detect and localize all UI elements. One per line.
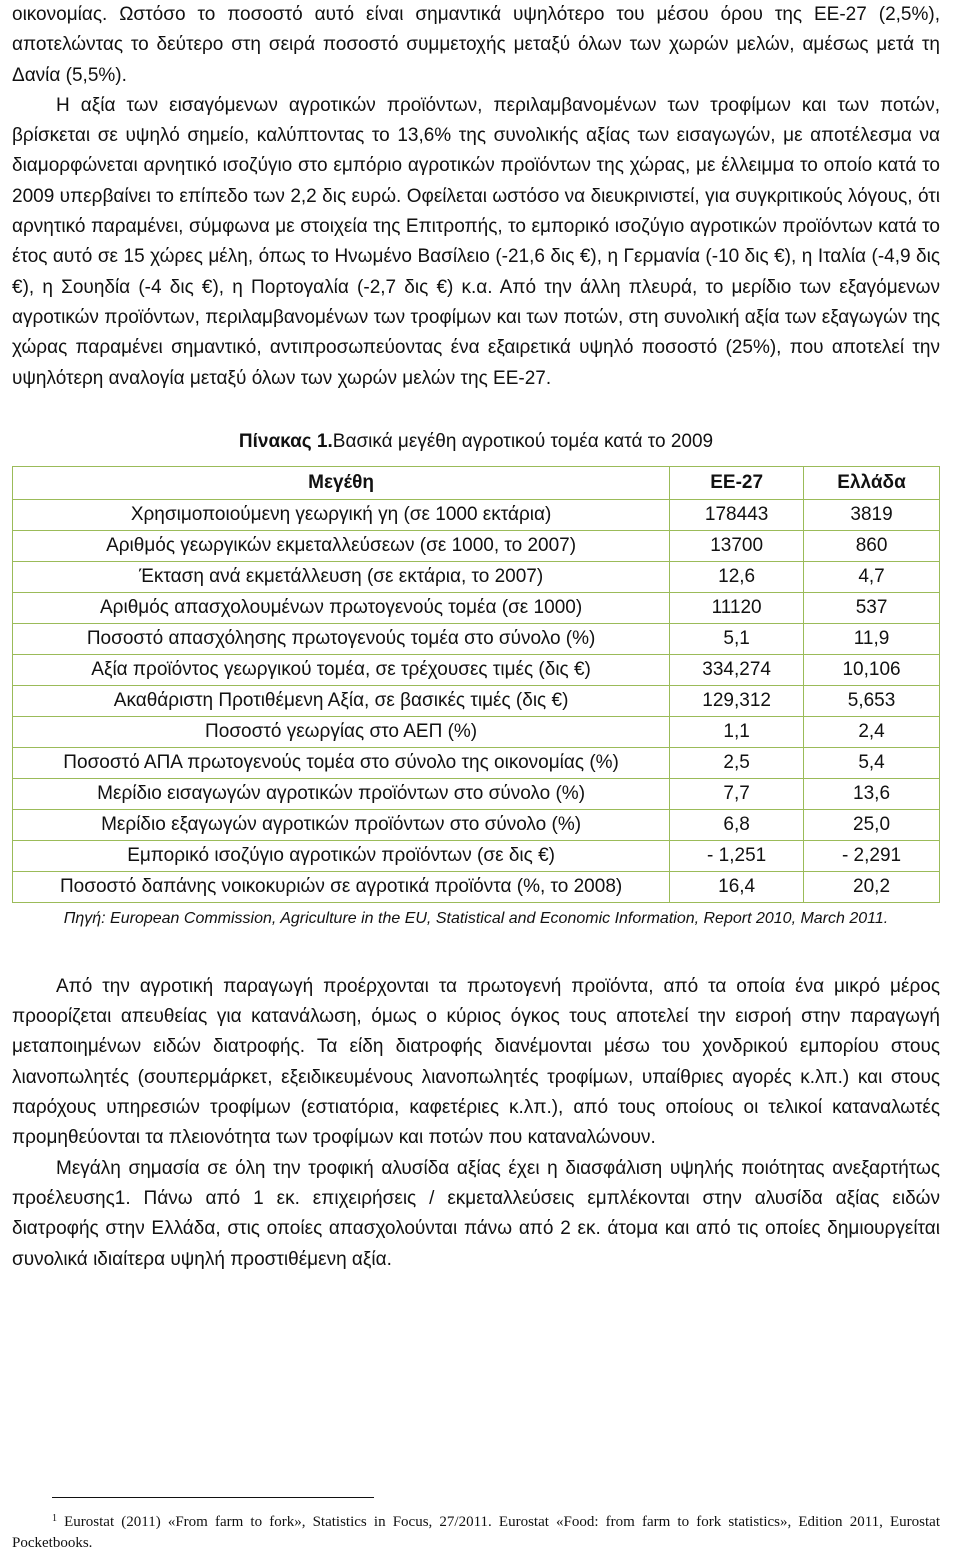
- table-source: Πηγή: European Commission, Agriculture in the EU, Statistical and Economic Information, Report 2010, March 2011.: [63, 909, 889, 927]
- paragraph-intro: οικονομίας. Ωστόσο το ποσοστό αυτό είναι σημαντικά υψηλότερο του μέσου όρου της ΕΕ-27 (2,5%), αποτελώντας το δεύτερο στη σειρά ποσοστό συμμετοχής μεταξύ όλων των χωρών μελών, αμέσως μετά τη Δανία (5,5%).: [12, 4, 940, 86]
- row-eu27-value: 2,5: [670, 747, 804, 778]
- row-label: Ακαθάριστη Προτιθέμενη Αξία, σε βασικές τιμές (δις €): [13, 685, 670, 716]
- row-label: Έκταση ανά εκμετάλλευση (σε εκτάρια, το 2007): [13, 561, 670, 592]
- agri-table: [12, 466, 940, 903]
- row-eu27-value: 12,6: [670, 561, 804, 592]
- row-greece-value: 11,9: [804, 623, 940, 654]
- table-row: [13, 592, 940, 623]
- table-caption: [12, 428, 940, 456]
- row-eu27-value: 16,4: [670, 871, 804, 902]
- row-label: Εμπορικό ισοζύγιο αγροτικών προϊόντων (σε δις €): [13, 840, 670, 871]
- row-label: Αξία προϊόντος γεωργικού τομέα, σε τρέχουσες τιμές (δις €): [13, 654, 670, 685]
- row-greece-value: 5,4: [804, 747, 940, 778]
- row-greece-value: 860: [804, 530, 940, 561]
- row-label: Ποσοστό δαπάνης νοικοκυριών σε αγροτικά προϊόντα (%, το 2008): [13, 871, 670, 902]
- row-label: Μερίδιο εισαγωγών αγροτικών προϊόντων στο σύνολο (%): [13, 778, 670, 809]
- table-row: [13, 623, 940, 654]
- table-row: [13, 499, 940, 530]
- row-greece-value: 5,653: [804, 685, 940, 716]
- row-eu27-value: - 1,251: [670, 840, 804, 871]
- table-row: [13, 716, 940, 747]
- table-row: [13, 871, 940, 902]
- row-greece-value: 10,106: [804, 654, 940, 685]
- row-eu27-value: 11120: [670, 592, 804, 623]
- row-greece-value: 537: [804, 592, 940, 623]
- header-greece: Ελλάδα: [804, 466, 940, 499]
- row-eu27-value: 1,1: [670, 716, 804, 747]
- footnote: [12, 1508, 940, 1554]
- row-greece-value: 13,6: [804, 778, 940, 809]
- row-label: Ποσοστό ΑΠΑ πρωτογενούς τομέα στο σύνολο της οικονομίας (%): [13, 747, 670, 778]
- row-eu27-value: 13700: [670, 530, 804, 561]
- row-label: Χρησιμοποιούμενη γεωργική γη (σε 1000 εκτάρια): [13, 499, 670, 530]
- row-greece-value: 25,0: [804, 809, 940, 840]
- row-eu27-value: 178443: [670, 499, 804, 530]
- header-metric: Μεγέθη: [13, 466, 670, 499]
- row-greece-value: 4,7: [804, 561, 940, 592]
- table-row: [13, 561, 940, 592]
- header-eu27: ΕΕ-27: [670, 466, 804, 499]
- row-greece-value: 20,2: [804, 871, 940, 902]
- table-caption-label: Πίνακας 1.: [238, 430, 333, 452]
- row-label: Ποσοστό απασχόλησης πρωτογενούς τομέα στο σύνολο (%): [13, 623, 670, 654]
- row-eu27-value: 5,1: [670, 623, 804, 654]
- table-header-row: [13, 466, 940, 499]
- row-greece-value: - 2,291: [804, 840, 940, 871]
- paragraph-quality: Μεγάλη σημασία σε όλη την τροφική αλυσίδα αξίας έχει η διασφάλιση υψηλής ποιότητας ανεξαρτήτως προέλευσης1. Πάνω από 1 εκ. επιχειρήσεις / εκμεταλλεύσεις εμπλέκονται στην αλυσίδα αξίας ειδών διατροφής στην Ελλάδα, στις οποίες απασχολούνται πάνω από 2 εκ. άτομα και από τις οποίες δημιουργείται συνολικά ιδιαίτερα υψηλή προστιθέμενη αξία.: [12, 1157, 940, 1270]
- table-row: [13, 530, 940, 561]
- footnote-marker: 1: [52, 1513, 57, 1524]
- table-row: [13, 840, 940, 871]
- row-eu27-value: 6,8: [670, 809, 804, 840]
- paragraph-food-chain: Από την αγροτική παραγωγή προέρχονται τα πρωτογενή προϊόντα, από τα οποία ένα μικρό μέρος προορίζεται απευθείας για κατανάλωση, όμως ο κύριος όγκος τους αποτελεί την εισροή στην παραγωγή μεταποιημένων ειδών διατροφής. Τα είδη διατροφής διανέμονται μέσω του χονδρικού εμπορίου στους λιανοπωλητές (σουπερμάρκετ, εξειδικευμένους λιανοπωλητές τροφίμων, υπαίθριες αγορές κ.λπ.) και στους παρόχους υπηρεσιών τροφίμων (εστιατόρια, καφετέριες κ.λπ.), από τους οποίους οι τελικοί καταναλωτές προμηθεύονται τα πλειονότητα των τροφίμων και ποτών που καταναλώνουν.: [12, 975, 940, 1149]
- row-greece-value: 3819: [804, 499, 940, 530]
- footnote-text: Eurostat (2011) «From farm to fork», Statistics in Focus, 27/2011. Eurostat «Food: from farm to fork statistics», Edition 2011, Eurostat Pocketbooks.: [12, 1514, 941, 1551]
- document-page: [12, 0, 940, 1275]
- row-greece-value: 2,4: [804, 716, 940, 747]
- row-label: Ποσοστό γεωργίας στο ΑΕΠ (%): [13, 716, 670, 747]
- table-row: [13, 654, 940, 685]
- row-label: Μερίδιο εξαγωγών αγροτικών προϊόντων στο σύνολο (%): [13, 809, 670, 840]
- footnote-separator: [52, 1497, 374, 1498]
- table-row: [13, 778, 940, 809]
- table-row: [13, 809, 940, 840]
- row-eu27-value: 129,312: [670, 685, 804, 716]
- row-eu27-value: 7,7: [670, 778, 804, 809]
- row-label: Αριθμός γεωργικών εκμεταλλεύσεων (σε 1000, το 2007): [13, 530, 670, 561]
- paragraph-trade-balance: Η αξία των εισαγόμενων αγροτικών προϊόντων, περιλαμβανομένων των τροφίμων και των ποτών, βρίσκεται σε υψηλό σημείο, καλύπτοντας το 13,6% της συνολικής αξίας των εισαγωγών, με αποτέλεσμα να διαμορφώνεται αρνητικό ισοζύγιο στο εμπόριο αγροτικών προϊόντων της χώρας, με έλλειμμα το οποίο κατά το 2009 υπερβαίνει το επίπεδο των 2,2 δις ευρώ. Οφείλεται ωστόσο να διευκρινιστεί, για συγκριτικούς λόγους, ότι αρνητικό παραμένει, σύμφωνα με στοιχεία της Επιτροπής, το εμπορικό ισοζύγιο αγροτικών προϊόντων κατά το έτος αυτό σε 15 χώρες μέλη, όπως το Ηνωμένο Βασίλειο (-21,6 δις €), η Γερμανία (-10 δις €), η Ιταλία (-4,9 δις €), η Σουηδία (-4 δις €), η Πορτογαλία (-2,7 δις €) κ.α. Από την άλλη πλευρά, το μερίδιο των εξαγόμενων αγροτικών προϊόντων, περιλαμβανομένων των τροφίμων και των ποτών, στη συνολική αξία των εξαγωγών της χώρας παραμένει σημαντικό, αντιπροσωπεύοντας ένα εξαιρετικά υψηλό ποσοστό (25%), που αποτελεί την υψηλότερη αναλογία μεταξύ όλων των χωρών μελών της ΕΕ-27.: [12, 94, 940, 389]
- table-row: [13, 747, 940, 778]
- table-caption-text: Βασικά μεγέθη αγροτικού τομέα κατά το 2009: [332, 430, 714, 452]
- row-eu27-value: 334,274: [670, 654, 804, 685]
- row-label: Αριθμός απασχολουμένων πρωτογενούς τομέα (σε 1000): [13, 592, 670, 623]
- table-row: [13, 685, 940, 716]
